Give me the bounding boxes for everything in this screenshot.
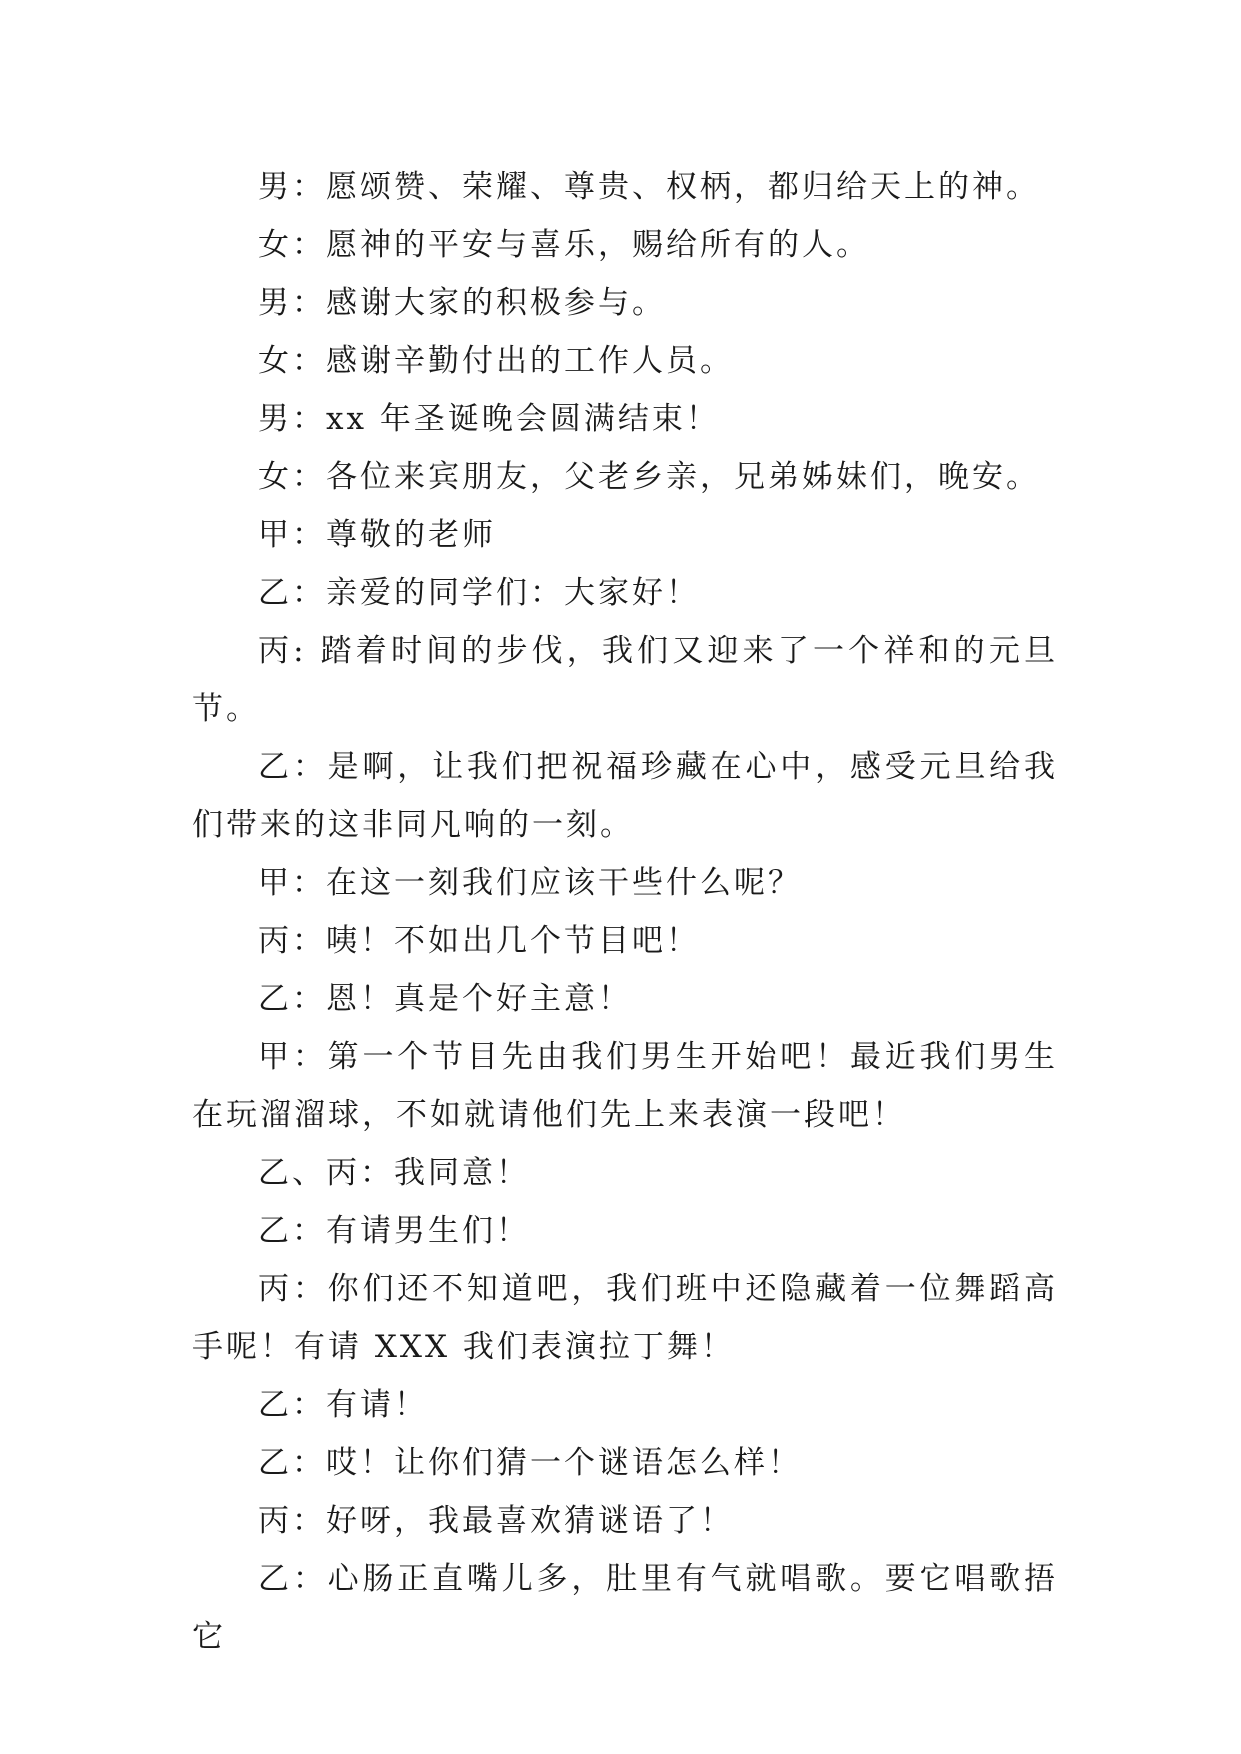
paragraph: 女：各位来宾朋友，父老乡亲，兄弟姊妹们，晚安。 bbox=[258, 459, 1040, 495]
paragraph: 女：感谢辛勤付出的工作人员。 bbox=[258, 343, 734, 379]
paragraph: 乙：亲爱的同学们：大家好！ bbox=[258, 575, 700, 611]
paragraph: 乙：心肠正直嘴儿多，肚里有气就唱歌。要它唱歌捂它 bbox=[192, 1561, 1058, 1655]
document-body bbox=[192, 158, 1058, 1666]
paragraph: 乙：哎！让你们猜一个谜语怎么样！ bbox=[258, 1445, 802, 1481]
paragraph: 丙：咦！不如出几个节目吧！ bbox=[258, 923, 700, 959]
paragraph: 甲：第一个节目先由我们男生开始吧！最近我们男生在玩溜溜球，不如就请他们先上来表演一段吧！ bbox=[192, 1039, 1058, 1133]
paragraph: 乙、丙：我同意！ bbox=[258, 1155, 530, 1191]
paragraph: 丙: 踏着时间的步伐，我们又迎来了一个祥和的元旦节。 bbox=[192, 633, 1058, 727]
paragraph: 男：愿颂赞、荣耀、尊贵、权柄，都归给天上的神。 bbox=[258, 169, 1040, 205]
paragraph: 乙：恩！真是个好主意！ bbox=[258, 981, 632, 1017]
paragraph: 乙：有请！ bbox=[258, 1387, 428, 1423]
paragraph: 甲：尊敬的老师 bbox=[258, 517, 496, 553]
paragraph: 男：xx 年圣诞晚会圆满结束！ bbox=[258, 401, 720, 437]
paragraph: 女：愿神的平安与喜乐，赐给所有的人。 bbox=[258, 227, 870, 263]
paragraph: 男：感谢大家的积极参与。 bbox=[258, 285, 666, 321]
paragraph: 甲：在这一刻我们应该干些什么呢？ bbox=[258, 865, 802, 901]
paragraph: 乙：是啊，让我们把祝福珍藏在心中，感受元旦给我们带来的这非同凡响的一刻。 bbox=[192, 749, 1058, 843]
paragraph: 丙：好呀，我最喜欢猜谜语了！ bbox=[258, 1503, 734, 1539]
paragraph: 丙：你们还不知道吧，我们班中还隐藏着一位舞蹈高手呢！有请 XXX 我们表演拉丁舞！ bbox=[192, 1271, 1058, 1365]
paragraph: 乙：有请男生们！ bbox=[258, 1213, 530, 1249]
